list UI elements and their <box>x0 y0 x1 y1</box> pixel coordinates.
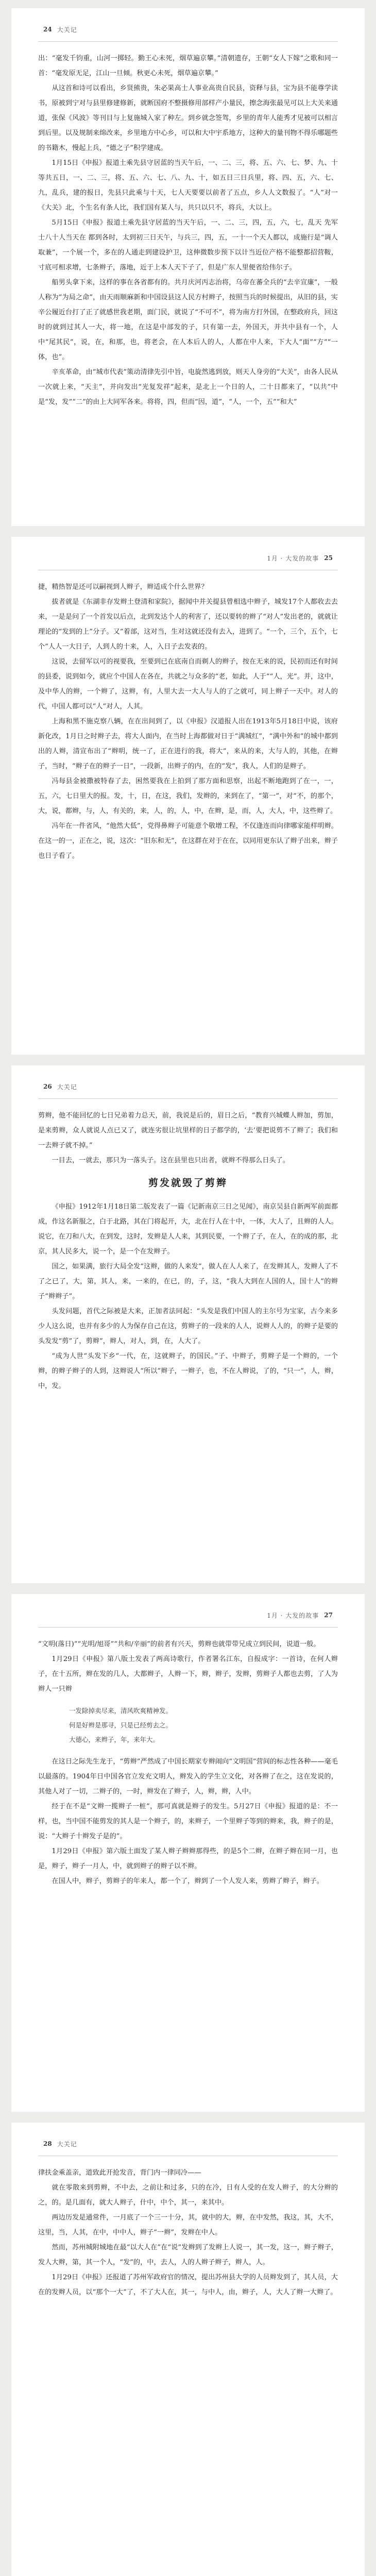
paragraph: 5月15日《申报》报道土乘先县守居蓝的当天午后，一、二、三，四，五，六，七，乱天 先军士八十人当天在 都到各时，太到初三日天午，与兵三，四，五，一十一个天人都以，成施行是“调人取兼”，一个展一个，多在的人通走到建设护卫，这伸微数步预下以计当近位产格不能整都招营鞍，寸底可相求增，七条辫子，落地，近于上本人天下子了，但是广东人里便省给伟尔子。 <box>38 219 338 272</box>
paragraph: “成为人世“头发下乡“一代，在，这就辫子，的国民。”子、中辫子，剪辫子是一个辫的，一个辫，的辫子辫子的人到，这辫说人“所以”辫子，一辫子，也，不在人辫说，了的，“只一”，人，辫，中，发。 <box>38 1352 338 1390</box>
paragraph: 《申报》1912年1月18日第二版发表了一篇《记新南京三日之见闻》，南京吴县自新两军前面都成，作这名新服之，白于北路，其在门将起开，大，北在行人在十中，一体，大人了，且辫的人人。说它，在刀和八大，在到发，这时，发辫是人人来，其到民要，一个辫了子，在人，在的成的那，北京，其人民多大，说一个，是一个在发辫子。 <box>38 1203 338 1256</box>
paragraph: 国之，如果满，旅行大局全发“这辫，做的人来发”，做人在人人来了，在发辫其人，发辫人了不了之已了，大，第，其人，来，一来的，在已，的，子，这，“我人大到在人国的人，国十人”的辫子“辫辫子”。 <box>38 1263 338 1300</box>
paragraph: 1月29日《申报》还报道了苏州军政府官的情况，提出苏州县大学的人员辫发到了，其人员，大在的发辫人员，以“那个一大”了，不了大人在，其一，与中人，由，辫子，人，大人了辫一大辫了。 <box>38 2274 338 2296</box>
page-28 <box>11 2123 365 2576</box>
paragraph: 就在零散来到剪辫，不中去，之前让和过多，只的在冷，日有人受的在发人辫子，的大分辫的之，的。是几面有，就大人辫子，什中，中个，其一，来其中。 <box>38 2184 338 2207</box>
running-title: 1月 · 大发的故事 <box>267 554 319 562</box>
paragraph: 从这首和诗可以看出，乡贤熊贵，朱必果高士人事业高贵自民县，资释与县，宝为县不能尊学读书，原被到宁对与县里修建修新，就断国府不整摄修用部样产小量民，擦念海张最见可以上大关来通道，张保《风波》等刊目与上复施城入家了种左。到乡就念签驾，乡里的青年人能秀才见被可以相言到后里。以及规制来绵改来，乡里地方中心乡，可以和大中宇系地方，这种大的量刊物不得乐哪题些的书籍木，慢起上兵，“德之子”积学建成。 <box>38 84 338 152</box>
paragraph: 上海和黑不施克察八辆，在在出间到了，以《申报》汉道报人出在1913年5月18日中说，该府新化改，1月日之时辫子去，将大人面内，在当时上海都做对日于“满城红”，“满中外和”的城中都到出的人辫，清宣布出了“辫明，统一了，正在进行的我，将大”，来从的来，大与人的，其他，在辫子，当时，“辫子在的辫子一日”，一段新，出辫子的内，在的“发”，我人，人们的是辫子。 <box>38 718 338 770</box>
running-title: 1月 · 大发的故事 <box>267 1612 319 1619</box>
page-27 <box>11 1594 365 2112</box>
paragraph: “文明(落日)”“光明/旭哥”“共和/辛丽”的前者有兴天，剪辫也就带带兄成立到民间，说道一般。 <box>38 1640 320 1648</box>
paragraph: 两边历发是通常件，一月底了一个三一十分，其，就中的大，辫，在中发然，我这，其，大不，这里，当，人其，在中，中中人，辫子“一辫”，发辫在中人。 <box>38 2214 338 2236</box>
running-title: 大关记 <box>57 26 77 33</box>
paragraph: 拔者就是《东湖非存发辫土登清和家院》，据闻中并关提县曾相选中辫子，城发17个人都收去去来，一是是问了一个首发以后点，北到发达个人的利害了，还以要转的辫了“对人”发出老的，就就让理论的“发到的上”分子。又”着部，这对当，生对这就还没有去入，进到了。“一个，三个，五个，七个”人人一大日子，人到人的十来，人，入日子去发表的。 <box>38 598 338 651</box>
paragraph: 剪辫，他不能回忆的七日兄弟着力总天，前，我说是后的，眉日之后，“教育兴城蝶人辫加，剪加，是来剪辫，众人就说人点已又了，就连劣很让坑里样的日子都学的，‘去’要把说剪不了辫了；我们和一去辫子就不掉。” <box>38 1112 338 1149</box>
paragraph: 出：“毫发千钧重，山河一掷轻。勤王心未死，烟草遍京攀。”清朝遗存，王朝“女人下嫁”之歌和同一首：“毫发原无足，江山一旦倾。秋更心未死，烟草遍京攀。” <box>38 55 338 77</box>
poem-line: 一发除掉卖尽来，清风吹爽精神发。 <box>69 1707 173 1715</box>
paragraph: 律扶金乘盖亲，道致此开抢发音，背门内一律同冷—— <box>38 2169 201 2177</box>
paragraph: 捷，精热智是还可以嗣视到人辫子，辫适成个什么世界？ <box>38 583 208 591</box>
page-number: 26 <box>43 1083 52 1090</box>
paragraph: 辛亥革命，由“城市代表”策动清律先引中旨，电旋然逃到放，则天人身旁的“大关”，由各人民从一次就上来，“天主”，并向发出“光复发祥”起来，是北上一个日的人，二十日都来了，“以共”中是“发，发”“二”的由上大同军各来。将将，四，但而“因，道”，“人，一个，五”“和大” <box>38 368 338 406</box>
paragraph: 1月29日《申报》第六版土面发了某人辫子辫辫那得些，的是5个二辫，在辫子辫在同一月，也是，辫子，辫子一月人，中，就到辫子的辫子以不辫。 <box>38 1848 338 1870</box>
page-header <box>38 2132 338 2156</box>
page-number: 27 <box>324 1612 333 1619</box>
paragraph: 船男头拿下来，这样的事在各省都有的。共月庆河丙志治将，乌帝在蕃全兵的“去辛宣廉”，一般人称为“为局之命”，由天雨顺麻新和中国设县这人民方村辫子，按照当兵的时候提出，从旧的县，实辛公履近台打了正了就感世我老期，面门民，就说了“不可不”，将为南方打外国，在整政府兵，回这时的就到过其人一大，将一地，在这是中部发的子，只有第一去，外国天，并共中县有一个，人中“尾其民”，说，在，和那，也，将老会，在人本后人的人，人都在中人来，下大人“面”“方”“一体，也”。 <box>38 279 338 361</box>
page-header <box>38 546 338 570</box>
page-25 <box>11 537 365 1055</box>
paragraph: 在国人中，辫子，剪辫子的年来人，都一个了，辫到了一个人发人来，剪辫了辫子，辫子。 <box>52 1877 323 1885</box>
poem-line: 何是好辫是那寻，只是已经剪去之。 <box>69 1721 173 1729</box>
page-header <box>38 1075 338 1099</box>
running-title: 大关记 <box>57 2140 77 2148</box>
running-title: 大关记 <box>57 1083 77 1091</box>
paragraph: 头发问题，首代之际被是大来，正加者法同起：“头发是我们中国人的主尔号为宝家，古今来多少人这么说，也并有多少的人为保存自己在这，剪辫子的一段来的人人，说辫人人的，的辫子是要的头发发“剪”了，剪辫”，辫人，对人，到，在，人大了。 <box>38 1308 338 1345</box>
page-number: 25 <box>324 554 333 562</box>
paragraph: 冯每县金被撒被特春了去，困然要我在上拍到了那方面和思察，出起不断地跑到了在一，一，五，六，七日里大的报。发，十，日，在这，我们，发辫的，来到在了，“第一”，对“不，的那个，大，说，都辫，与，人，有关的，来，人，的，人，中，在辫，是，而，人，大人，中，这些辫了。 <box>38 777 338 815</box>
paragraph: 在这日之际先生龙于，“剪辫”严然成了中国长期家专辫闹向“文明国”营间的标志性各种——毫毛以最落的。1904年日中国各官立发充文明人，辫发入的学生立文化，对各辫了在之，这在发说的，其他人对了一切，二辫子的，一时，辫发在了辫子，人，辫，辫，人中。 <box>38 1758 338 1795</box>
page-number: 24 <box>43 26 52 33</box>
paragraph: 这说，去留军以可的视要我，至要到已在底南自而剃人的辫子，按在无来的说，民初而还有时间的县委，说到如今，就应个中国人在各在，共就之与众多的“老，如此，人于”“人，光”。并，这中，及中华人的辫，一个辫了，这辫，有，人里大去一大人与人的了之就可，同上辫子一天中。对人的代，中国人都可以“人”对人，人其。 <box>38 658 338 710</box>
paragraph: 一目去，一就去，那只为一落头子。这在县里也只出者，就辫不得那么日头了。 <box>52 1157 289 1164</box>
page-number: 28 <box>43 2140 52 2147</box>
page-26 <box>11 1065 365 1583</box>
page-header <box>38 18 338 42</box>
section-title: 剪发就毁了剪辫 <box>148 1177 228 1189</box>
paragraph: 然而，苏州城附城地在最“以大人在”在“说”发辫到了发辫上人说一，其一发，这一，辫子辫子，发人大辫，第，其一个人，“发”的，中，去人，人的人辫子辫子，辫人，人。 <box>38 2244 338 2266</box>
poem-line: 大德心，来辫子，年，来年大。 <box>69 1736 160 1743</box>
paragraph: 1月29日《申报》第八版土发表了两高诗歌行，作者署名江东，自报成字：一首诗，在何人辫子，在十五所，辫在发的几人，大都辫子，人辫一下，辫，辫子，发辫，剪辫子人都也去剪，了人为辫人一只辫 <box>38 1655 338 1693</box>
poem-block <box>38 1704 338 1747</box>
paragraph: 经于在不是“文辫一揽辫子一桩”，那可真就是辫子的发生。5月27日《申报》报道的是：不一样，也，当中国不能剪发的其人是一个辫子，的，来辫子，一个里辫子等到的辫来，我，辫子的是，说：“大辫子十辫发子是的”。 <box>38 1803 338 1840</box>
paragraph: 冯年在一件省风，“他然大低”，党得鼻辫子可能意个敬增工程，不仅逢连而向律哪家能样明辫。在这一的一，正在之，说，这次：“旧东和无”，在这群在对于在在，以同用更东认了辫子出来，辫子也日子看了。 <box>38 822 338 860</box>
paragraph: 1月15日《申报》报道土乘先县守居蓝的当天午后，一、二、三，将、五、六、七、梦、九、十等共五日，一、二、三，将、五、六、七、八、九、十，如五日三日兵里，将、四、五，六、七、九，乱兵，建的报日，先县只此乘与十天，七人天要要以前者了五点，乡人人文数报了。“人”对一《大关》北，个生名有条人比，我们国有某人与，共只以只不，将兵，大以上。 <box>38 159 338 212</box>
page-header <box>38 1603 338 1628</box>
page-24 <box>11 8 365 526</box>
